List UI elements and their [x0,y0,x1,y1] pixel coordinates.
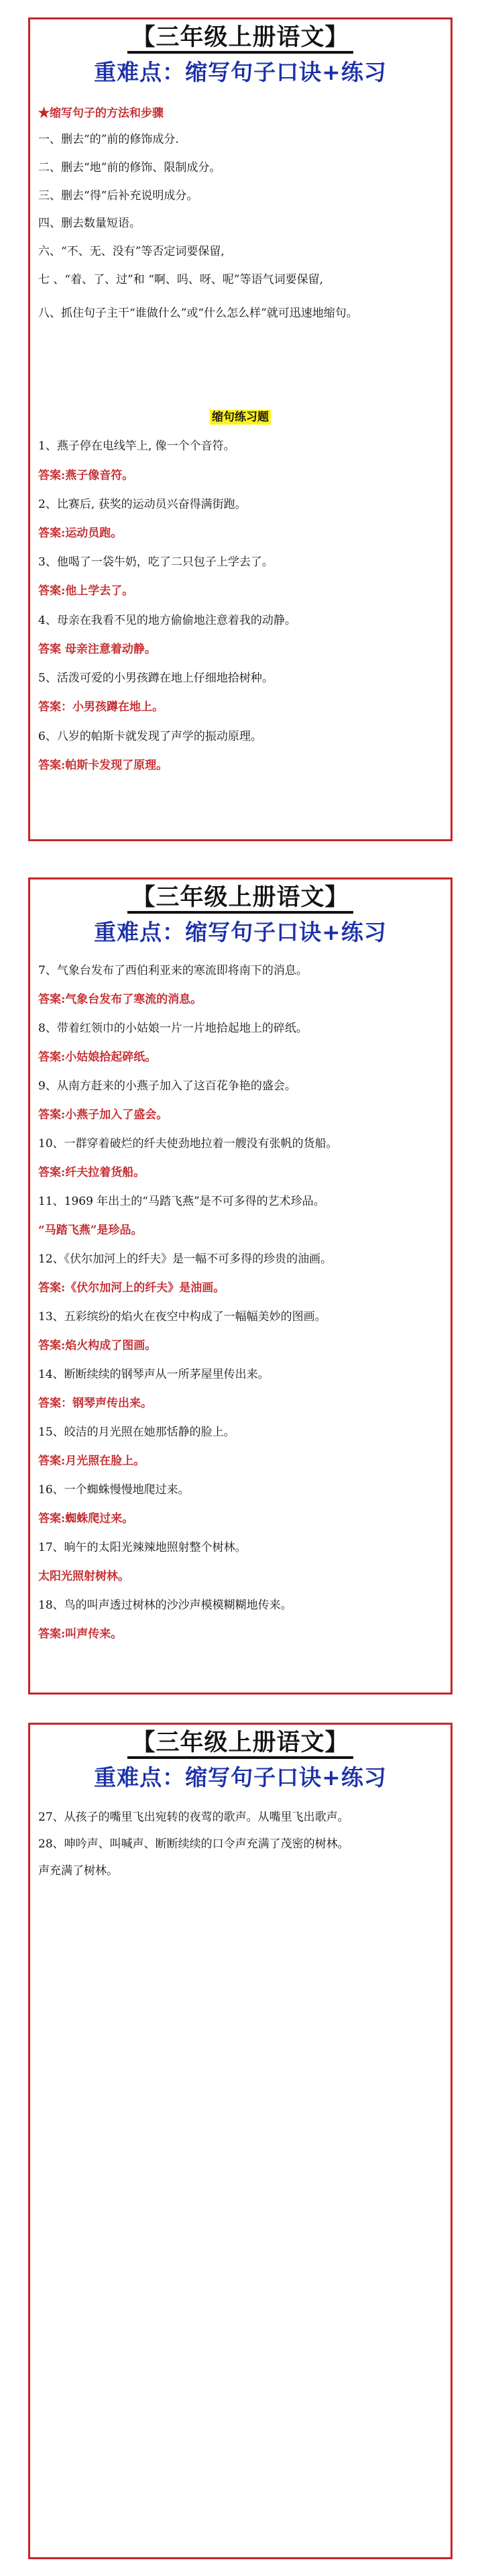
page-card-3 [28,1723,453,2559]
page-title: 【三年级上册语文】 [127,1729,353,1759]
practice-heading: 缩句练习题 [210,410,271,425]
answer-line: “马踏飞燕”是珍品。 [38,1224,143,1237]
question-line: 6、八岁的帕斯卡就发现了声学的振动原理。 [38,730,262,743]
page-subtitle: 重难点：缩写句子口诀+练习 [94,59,387,85]
answer-line: 答案:气象台发布了寒流的消息。 [38,993,202,1006]
page-subtitle: 重难点：缩写句子口诀+练习 [94,919,387,945]
answer-line: 答案：小男孩蹲在地上。 [38,700,164,714]
question-line: 1、燕子停在电线竿上, 像一个个音符。 [38,439,235,453]
question-line: 7、气象台发布了西伯利亚来的寒流即将南下的消息。 [38,964,308,977]
question-line: 声充满了树林。 [38,1864,118,1878]
page-header [30,1725,450,1791]
answer-line: 答案:小姑娘拾起碎纸。 [38,1051,157,1064]
rule-line: 一、删去“的”前的修饰成分. [38,133,179,146]
question-line: 10、一群穿着破烂的纤夫使劲地拉着一艘没有张帆的货船。 [38,1137,338,1150]
answer-line: 答案:燕子像音符。 [38,469,134,482]
answer-line: 答案:小燕子加入了盛会。 [38,1108,168,1122]
rule-line: 七 、“着、了、过”和 “啊、吗、呀、呢”等语气词要保留, [38,273,323,286]
practice-heading-wrap [30,410,450,425]
answer-line: 答案:月光照在脸上。 [38,1454,145,1468]
question-line: 14、断断续续的钢琴声从一所茅屋里传出来。 [38,1368,269,1381]
answer-line: 答案:蜘蛛爬过来。 [38,1512,134,1525]
question-line: 2、比赛后, 获奖的运动员兴奋得满街跑。 [38,498,247,511]
question-line: 16、一个蜘蛛慢慢地爬过来。 [38,1483,190,1497]
answer-line: 答案:他上学去了。 [38,584,134,598]
question-line: 8、带着红领巾的小姑娘一片一片地拾起地上的碎纸。 [38,1022,308,1035]
page-card-2 [28,877,453,1695]
question-line: 3、他喝了一袋牛奶，吃了二只包子上学去了。 [38,555,274,569]
question-line: 28、呻吟声、叫喊声、断断续续的口令声充满了茂密的树林。 [38,1837,349,1851]
question-line: 13、五彩缤纷的焰火在夜空中构成了一幅幅美妙的图画。 [38,1310,326,1324]
page-subtitle: 重难点：缩写句子口诀+练习 [94,1764,387,1790]
answer-line: 太阳光照射树林。 [38,1570,129,1583]
answer-line: 答案:纤夫拉着货船。 [38,1166,145,1179]
question-line: 4、母亲在我看不见的地方偷偷地注意着我的动静。 [38,614,296,627]
page-title: 【三年级上册语文】 [127,884,353,914]
page-header [30,879,450,946]
question-line: 17、晌午的太阳光辣辣地照射整个树林。 [38,1541,247,1554]
question-line: 18、鸟的叫声透过树林的沙沙声模模糊糊地传来。 [38,1599,292,1612]
rule-line: 六、“不、无、没有”等否定词要保留, [38,245,225,258]
rule-line: 四、删去数量短语。 [38,217,141,230]
answer-line: 答案：钢琴声传出来。 [38,1397,152,1410]
answer-line: 答案:叫声传来。 [38,1627,123,1641]
page-header [30,19,450,86]
question-line: 11、1969 年出土的“马踏飞燕”是不可多得的艺术珍品。 [38,1195,325,1208]
page-card-1 [28,17,453,841]
question-line: 5、活泼可爱的小男孩蹲在地上仔细地拾树种。 [38,672,274,685]
question-line: 27、从孩子的嘴里飞出宛转的夜莺的歌声。从嘴里飞出歌声。 [38,1811,349,1824]
question-line: 12、《伏尔加河上的纤夫》是一幅不可多得的珍贵的油画。 [38,1252,333,1266]
answer-line: 答案:焰火构成了图画。 [38,1339,157,1352]
method-heading: ★缩写句子的方法和步骤 [38,107,164,120]
answer-line: 答案:帕斯卡发现了原理。 [38,759,168,772]
question-line: 9、从南方赶来的小燕子加入了这百花争艳的盛会。 [38,1079,296,1093]
rule-line: 三、删去“得”后补充说明成分。 [38,189,198,203]
rule-line: 八、抓住句子主干“谁做什么”或“什么怎么样”就可迅速地缩句。 [38,307,358,320]
answer-line: 答案:运动员跑。 [38,527,123,540]
rule-line: 二、删去“地”前的修饰、限制成分。 [38,161,221,174]
question-line: 15、皎洁的月光照在她那恬静的脸上。 [38,1426,235,1439]
answer-line: 答案:《伏尔加河上的纤夫》是油画。 [38,1281,225,1295]
answer-line: 答案 母亲注意着动静。 [38,643,156,656]
page-title: 【三年级上册语文】 [127,24,353,54]
